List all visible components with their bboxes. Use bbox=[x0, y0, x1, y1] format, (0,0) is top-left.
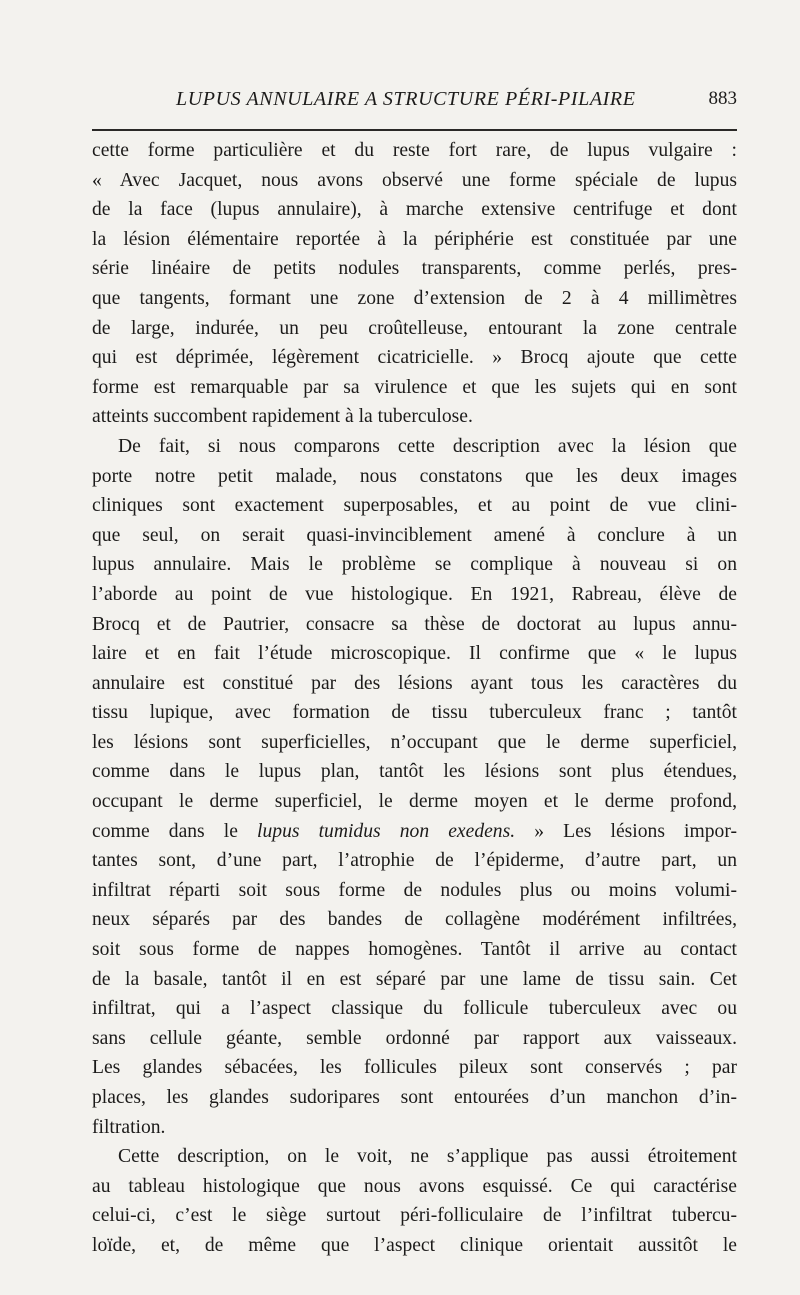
text-line bbox=[92, 817, 737, 847]
text-line: cliniques sont exactement superposables, et au point de vue clini- bbox=[92, 495, 737, 517]
text-line: De fait, si nous comparons cette description avec la lésion que bbox=[118, 435, 737, 457]
text-line: de la basale, tantôt il en est séparé par une lame de tissu sain. Cet bbox=[92, 968, 737, 990]
header-rule bbox=[92, 129, 737, 131]
text-line: celui-ci, c’est le siège surtout péri-folliculaire de l’infiltrat tubercu- bbox=[92, 1205, 737, 1227]
running-header bbox=[92, 88, 737, 114]
text-line: de large, indurée, un peu croûtelleuse, entourant la zone centrale bbox=[92, 317, 737, 339]
text-line: filtration. bbox=[92, 1116, 166, 1138]
body-text bbox=[92, 136, 737, 1261]
italic-title: lupus tumidus non exedens. bbox=[257, 820, 516, 842]
text-segment: comme dans le bbox=[92, 820, 238, 842]
text-line: infiltrat, qui a l’aspect classique du follicule tuberculeux avec ou bbox=[92, 998, 737, 1020]
text-line: loïde, et, de même que l’aspect clinique orientait aussitôt le bbox=[92, 1234, 737, 1256]
text-line: neux séparés par des bandes de collagène modérément infiltrées, bbox=[92, 909, 737, 931]
text-line: Cette description, on le voit, ne s’applique pas aussi étroitement bbox=[118, 1146, 737, 1168]
text-line: atteints succombent rapidement à la tuberculose. bbox=[92, 406, 473, 428]
running-title: LUPUS ANNULAIRE A STRUCTURE PÉRI-PILAIRE bbox=[176, 88, 636, 110]
text-line: les lésions sont superficielles, n’occupant que le derme superficiel, bbox=[92, 731, 737, 753]
text-line: infiltrat réparti soit sous forme de nodules plus ou moins volumi- bbox=[92, 879, 737, 901]
text-line: tantes sont, d’une part, l’atrophie de l’épiderme, d’autre part, un bbox=[92, 850, 737, 872]
text-line: tissu lupique, avec formation de tissu tuberculeux franc ; tantôt bbox=[92, 702, 737, 724]
text-line: places, les glandes sudoripares sont entourées d’un manchon d’in- bbox=[92, 1087, 737, 1108]
text-line: cette forme particulière et du reste fort rare, de lupus vulgaire : bbox=[92, 140, 737, 161]
text-line: que tangents, formant une zone d’extension de 2 à 4 millimètres bbox=[92, 287, 737, 309]
text-line: que seul, on serait quasi-invinciblement amené à conclure à un bbox=[92, 524, 737, 546]
text-line: forme est remarquable par sa virulence et que les sujets qui en sont bbox=[92, 376, 737, 398]
text-line: Les glandes sébacées, les follicules pileux sont conservés ; par bbox=[92, 1057, 737, 1079]
text-line: au tableau histologique que nous avons esquissé. Ce qui caractérise bbox=[92, 1175, 737, 1197]
text-line: soit sous forme de nappes homogènes. Tantôt il arrive au contact bbox=[92, 939, 737, 961]
text-line: laire et en fait l’étude microscopique. Il confirme que « le lupus bbox=[92, 643, 737, 665]
text-line: l’aborde au point de vue histologique. En 1921, Rabreau, élève de bbox=[92, 583, 737, 605]
text-line: « Avec Jacquet, nous avons observé une forme spéciale de lupus bbox=[92, 169, 737, 191]
text-line: série linéaire de petits nodules transparents, comme perlés, pres- bbox=[92, 258, 737, 280]
text-line: sans cellule géante, semble ordonné par rapport aux vaisseaux. bbox=[92, 1027, 737, 1049]
text-line: lupus annulaire. Mais le problème se complique à nouveau si on bbox=[92, 554, 737, 576]
text-line: qui est déprimée, légèrement cicatricielle. » Brocq ajoute que cette bbox=[92, 347, 737, 369]
text-line: porte notre petit malade, nous constatons que les deux images bbox=[92, 465, 737, 487]
page-number: 883 bbox=[708, 88, 737, 109]
text-line: Brocq et de Pautrier, consacre sa thèse de doctorat au lupus annu- bbox=[92, 613, 737, 635]
text-line: annulaire est constitué par des lésions ayant tous les caractères du bbox=[92, 672, 737, 694]
text-line: de la face (lupus annulaire), à marche extensive centrifuge et dont bbox=[92, 199, 737, 221]
text-line: comme dans le lupus plan, tantôt les lésions sont plus étendues, bbox=[92, 761, 737, 783]
text-line: occupant le derme superficiel, le derme moyen et le derme profond, bbox=[92, 791, 737, 813]
text-line: la lésion élémentaire reportée à la périphérie est constituée par une bbox=[92, 228, 737, 250]
text-segment: » Les lésions impor- bbox=[534, 820, 737, 842]
